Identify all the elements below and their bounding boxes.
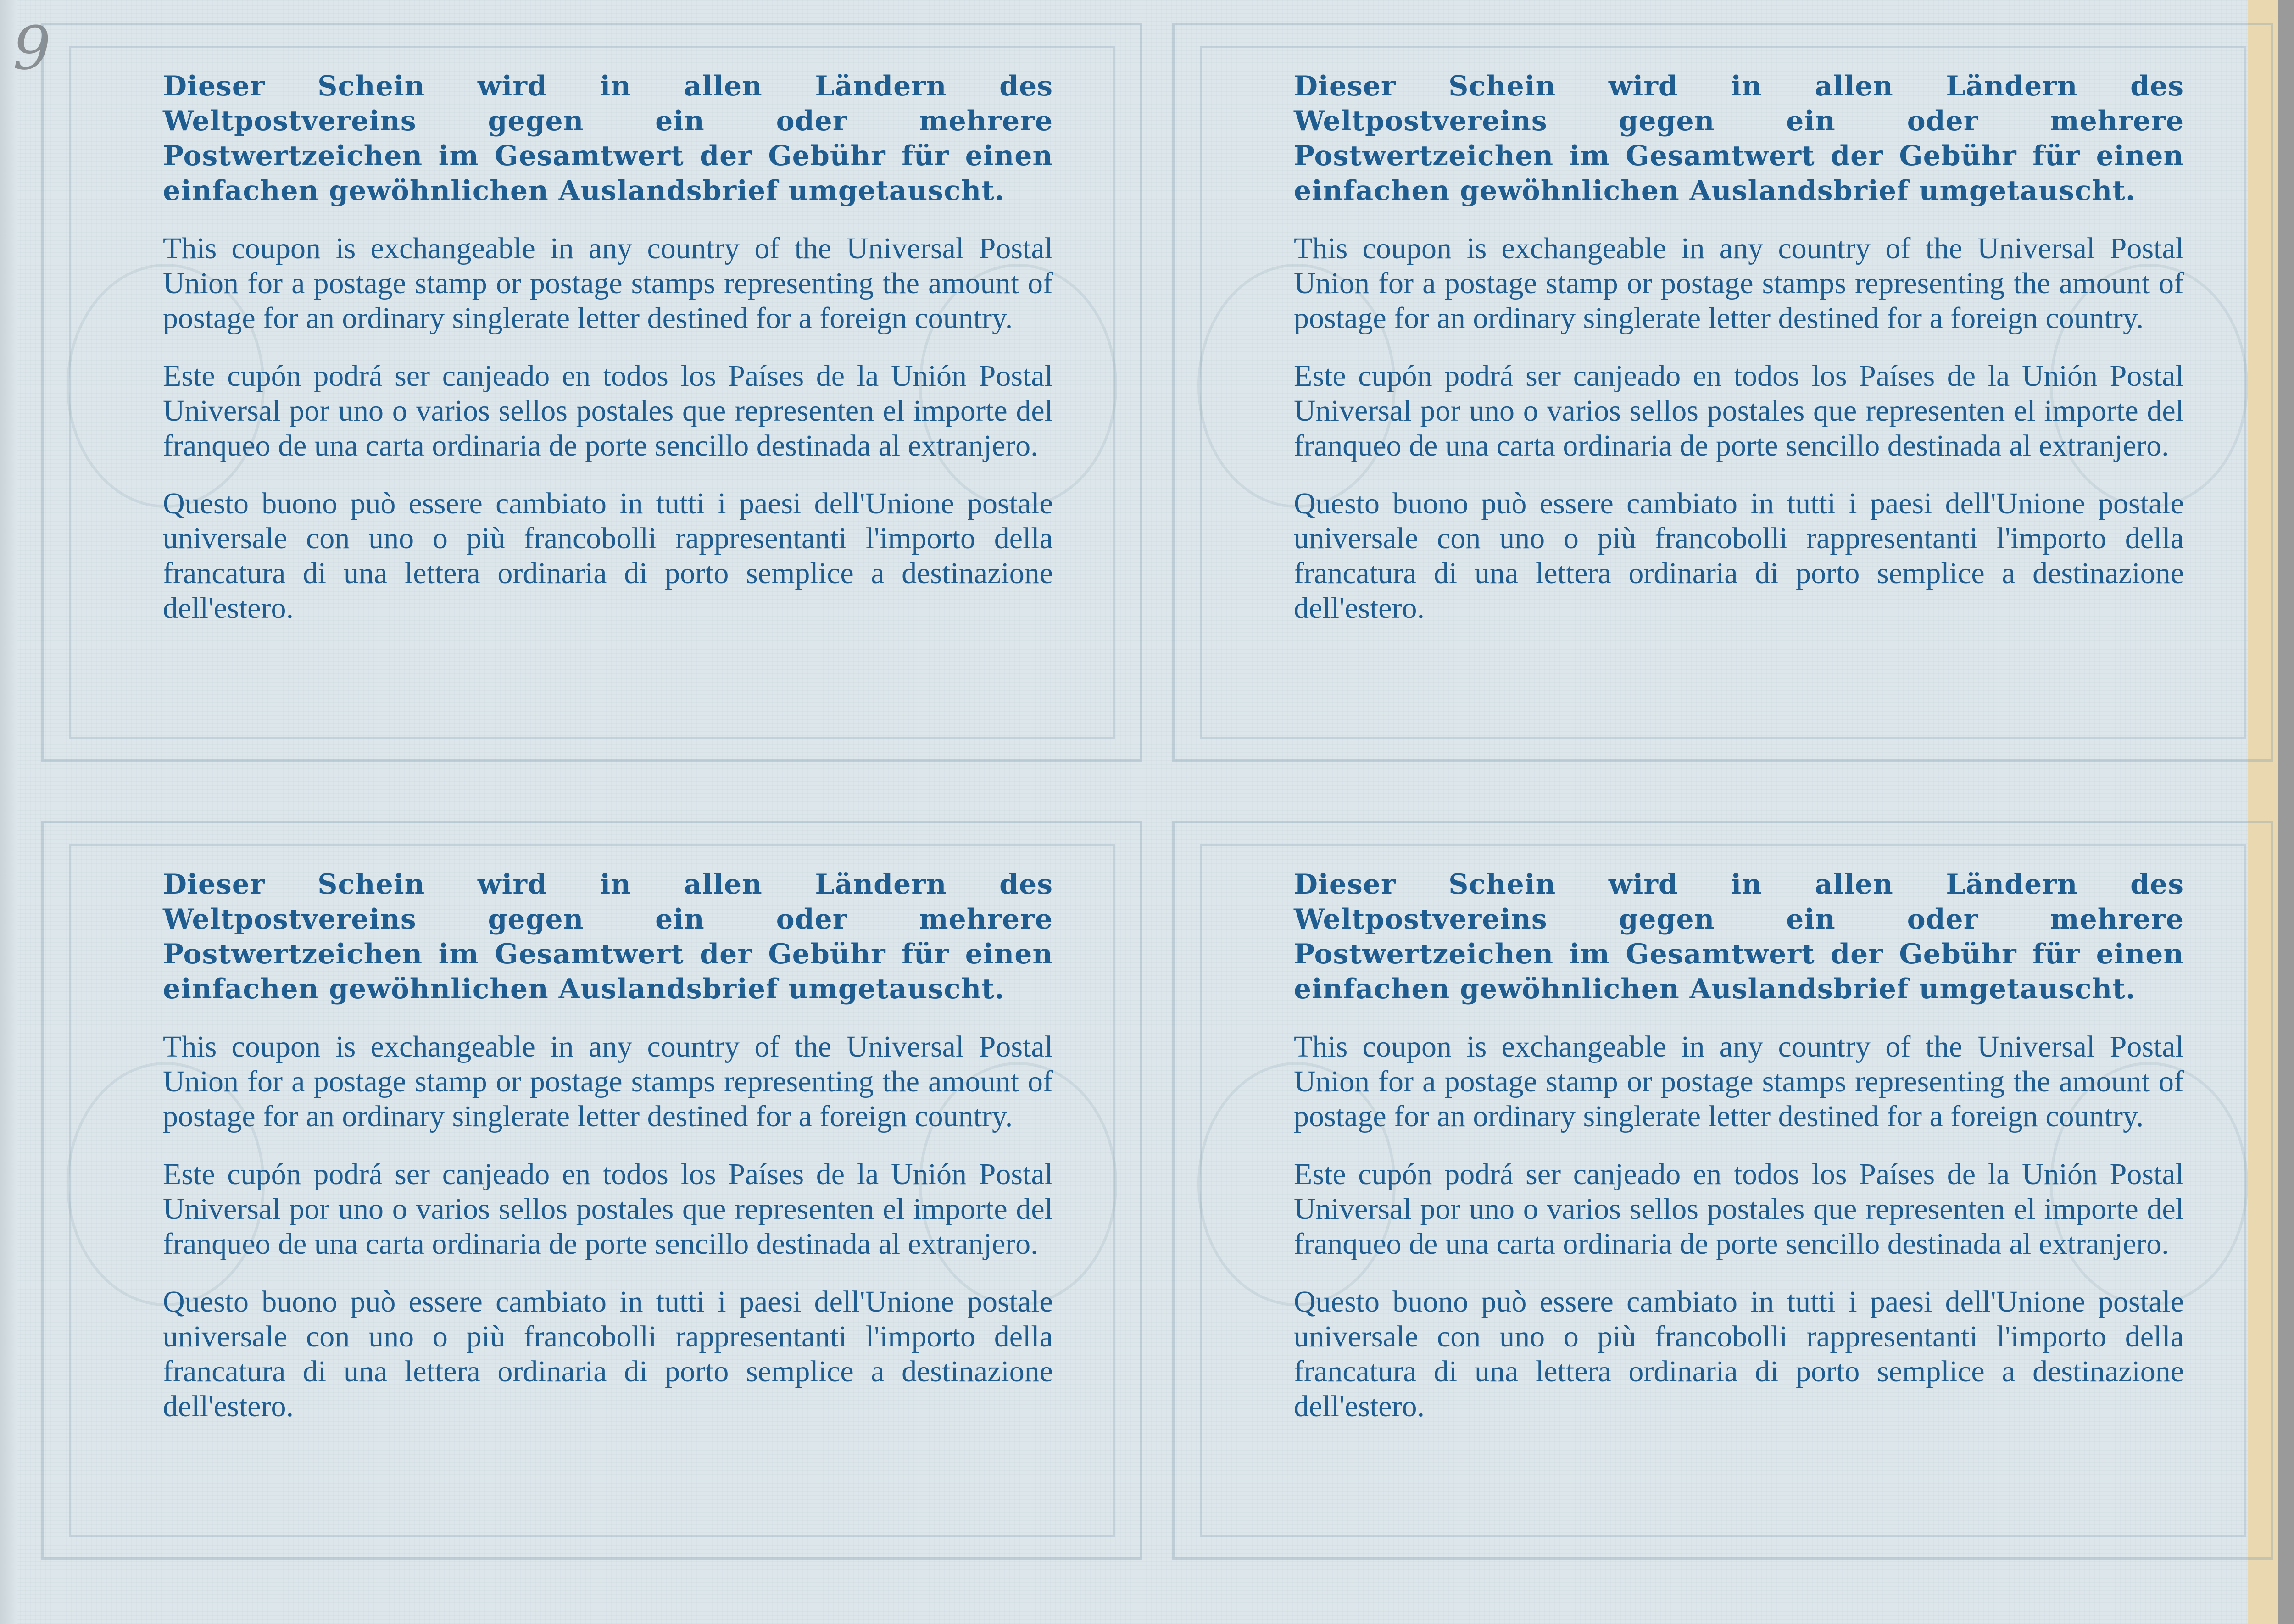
english-paragraph: This coupon is exchangeable in any country of the Universal Postal Union for a postage stamp or postage stamps representing the amount of postage for an ordinary singlerate letter destined for a foreign country. (163, 1030, 1053, 1133)
german-paragraph: Dieser Schein wird in allen Ländern des Weltpostvereins gegen ein oder mehrere Postwertzeichen im Gesamtwert der Gebühr für einen einfachen gewöhnlichen Auslandsbrief umgetauscht. (163, 868, 1053, 1005)
spanish-paragraph: Este cupón podrá ser canjeado en todos los Países de la Unión Postal Universal por uno o varios sellos postales que representen el importe del franqueo de una carta ordinaria de porte sencillo destinada al extranjero. (163, 1157, 1053, 1261)
spanish-paragraph: Este cupón podrá ser canjeado en todos los Países de la Unión Postal Universal por uno o varios sellos postales que representen el importe del franqueo de una carta ordinaria de porte sencillo destinada al extranjero. (1294, 1157, 2184, 1261)
german-paragraph: Dieser Schein wird in allen Ländern des Weltpostvereins gegen ein oder mehrere Postwertzeichen im Gesamtwert der Gebühr für einen einfachen gewöhnlichen Auslandsbrief umgetauscht. (163, 70, 1053, 207)
english-paragraph: This coupon is exchangeable in any country of the Universal Postal Union for a postage stamp or postage stamps representing the amount of postage for an ordinary singlerate letter destined for a foreign country. (1294, 232, 2184, 335)
coupon-text-block (163, 867, 1053, 1447)
english-paragraph: This coupon is exchangeable in any country of the Universal Postal Union for a postage stamp or postage stamps representing the amount of postage for an ordinary singlerate letter destined for a foreign country. (163, 232, 1053, 335)
coupon-bottom-left (41, 821, 1142, 1560)
english-paragraph: This coupon is exchangeable in any country of the Universal Postal Union for a postage stamp or postage stamps representing the amount of postage for an ordinary singlerate letter destined for a foreign country. (1294, 1030, 2184, 1133)
spanish-paragraph: Este cupón podrá ser canjeado en todos los Países de la Unión Postal Universal por uno o varios sellos postales que representen el importe del franqueo de una carta ordinaria de porte sencillo destinada al extranjero. (163, 359, 1053, 462)
coupon-text-block (163, 69, 1053, 649)
spanish-paragraph: Este cupón podrá ser canjeado en todos los Países de la Unión Postal Universal por uno o varios sellos postales que representen el importe del franqueo de una carta ordinaria de porte sencillo destinada al extranjero. (1294, 359, 2184, 462)
italian-paragraph: Questo buono può essere cambiato in tutti i paesi dell'Unione postale universale con uno o più francobolli rappresentanti l'importo della francatura di una lettera ordinaria di porto semplice a destinazione dell'estero. (1294, 1285, 2184, 1423)
coupon-top-left (41, 23, 1142, 762)
german-paragraph: Dieser Schein wird in allen Ländern des Weltpostvereins gegen ein oder mehrere Postwertzeichen im Gesamtwert der Gebühr für einen einfachen gewöhnlichen Auslandsbrief umgetauscht. (1294, 868, 2184, 1005)
coupon-top-right (1172, 23, 2273, 762)
italian-paragraph: Questo buono può essere cambiato in tutti i paesi dell'Unione postale universale con uno o più francobolli rappresentanti l'importo della francatura di una lettera ordinaria di porto semplice a destinazione dell'estero. (163, 487, 1053, 625)
italian-paragraph: Questo buono può essere cambiato in tutti i paesi dell'Unione postale universale con uno o più francobolli rappresentanti l'importo della francatura di una lettera ordinaria di porto semplice a destinazione dell'estero. (1294, 487, 2184, 625)
sheet-left-edge (0, 0, 17, 1624)
coupon-bottom-right (1172, 821, 2273, 1560)
german-paragraph: Dieser Schein wird in allen Ländern des Weltpostvereins gegen ein oder mehrere Postwertzeichen im Gesamtwert der Gebühr für einen einfachen gewöhnlichen Auslandsbrief umgetauscht. (1294, 70, 2184, 207)
pencil-corner-mark: 9 (13, 13, 51, 83)
coupon-text-block (1294, 867, 2184, 1447)
coupon-text-block (1294, 69, 2184, 649)
italian-paragraph: Questo buono può essere cambiato in tutti i paesi dell'Unione postale universale con uno o più francobolli rappresentanti l'importo della francatura di una lettera ordinaria di porto semplice a destinazione dell'estero. (163, 1285, 1053, 1423)
